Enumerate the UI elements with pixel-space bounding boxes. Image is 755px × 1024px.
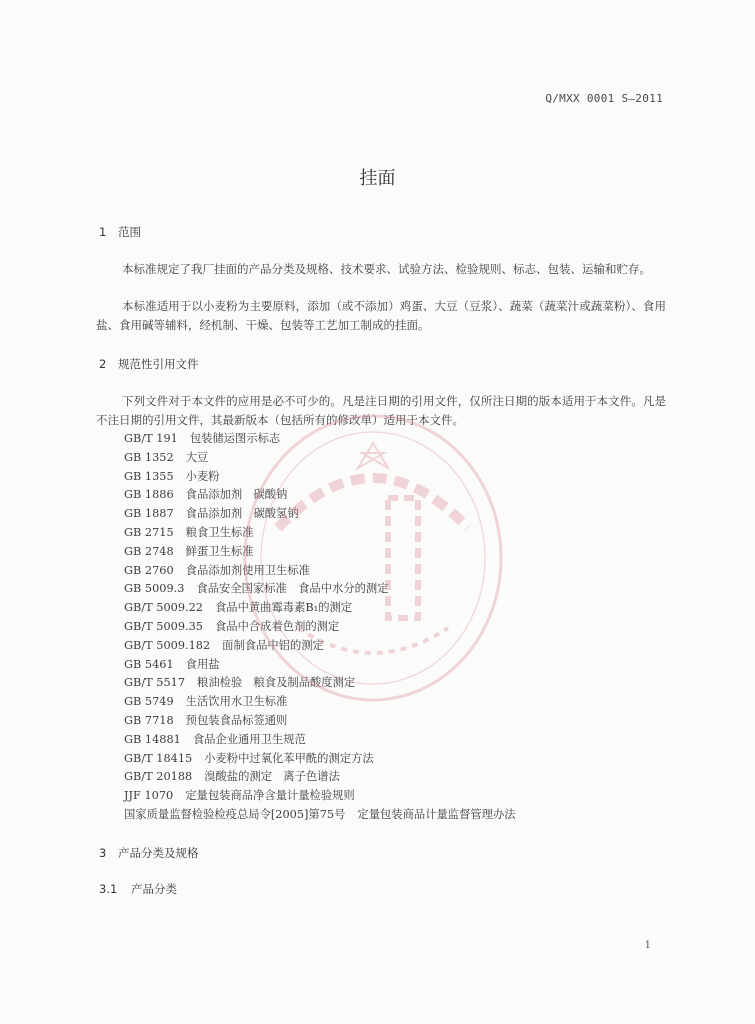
reference-title: 食品添加剂 碳酸钠 (185, 488, 288, 502)
reference-item (124, 656, 516, 675)
reference-item (124, 486, 516, 505)
subsection-3-1-heading (99, 881, 177, 897)
reference-item (124, 599, 516, 618)
reference-item (124, 750, 516, 769)
reference-title: 食品添加剂 碳酸氢钠 (185, 507, 299, 521)
reference-item (124, 449, 516, 468)
section-title: 规范性引用文件 (118, 357, 199, 371)
reference-item (124, 712, 516, 731)
reference-code: GB 2715 (124, 525, 174, 539)
reference-title: 粮食卫生标准 (185, 525, 254, 539)
reference-item (124, 543, 516, 562)
reference-item (124, 562, 516, 581)
reference-title: 小麦粉中过氧化苯甲酰的测定方法 (204, 751, 374, 765)
reference-code: GB 5461 (124, 657, 174, 671)
reference-item (124, 580, 516, 599)
reference-code: GB 2748 (124, 544, 174, 558)
reference-title: 食品中合成着色剂的测定 (214, 619, 340, 633)
reference-code: GB 1886 (124, 488, 174, 502)
reference-code: GB/T 5517 (124, 676, 186, 690)
page-number: 1 (644, 940, 651, 951)
reference-item (124, 430, 516, 449)
document-title: 挂面 (359, 168, 396, 189)
reference-title: 定量包装商品计量监督管理办法 (357, 807, 516, 821)
reference-title: 食品安全国家标准 食品中水分的测定 (196, 582, 389, 596)
reference-title: 粮油检验 粮食及制品酸度测定 (197, 676, 356, 690)
reference-code: GB/T 5009.35 (124, 619, 203, 633)
reference-title: 包装储运图示标志 (189, 432, 281, 445)
subsection-number: 3.1 (99, 882, 118, 896)
subsection-title: 产品分类 (131, 882, 177, 896)
reference-item (124, 505, 516, 524)
reference-code: GB 1887 (124, 507, 174, 521)
reference-title: 食品中黄曲霉毒素B₁的测定 (214, 601, 353, 615)
reference-item (124, 768, 516, 787)
reference-item (124, 787, 516, 806)
reference-code: GB/T 20188 (124, 770, 193, 784)
reference-item (124, 637, 516, 656)
reference-item (124, 731, 516, 750)
section-title: 产品分类及规格 (118, 846, 199, 860)
reference-title: 小麦粉 (185, 469, 220, 483)
reference-code: GB/T 5009.22 (124, 601, 203, 615)
reference-item (124, 468, 516, 487)
section-1-heading (99, 224, 141, 240)
reference-item (124, 806, 516, 825)
reference-list (124, 430, 516, 825)
reference-item (124, 693, 516, 712)
references-intro: 下列文件对于本文件的应用是必不可少的。凡是注日期的引用文件，仅所注日期的版本适用于本文件。凡是不注日期的引用文件，其最新版本（包括所有的修改单）适用于本文件。 (96, 394, 666, 427)
reference-code: GB/T 191 (124, 432, 178, 445)
reference-item (124, 524, 516, 543)
reference-title: 面制食品中铝的测定 (222, 638, 324, 652)
reference-title: 预包装食品标签通则 (185, 713, 288, 727)
reference-title: 溴酸盐的测定 离子色谱法 (204, 770, 340, 784)
reference-code: GB 14881 (124, 732, 181, 746)
reference-code: GB/T 18415 (124, 751, 193, 765)
reference-title: 生活饮用水卫生标准 (185, 695, 288, 709)
reference-code: GB 5009.3 (124, 582, 185, 596)
document-code: Q/MXX 0001 S—2011 (545, 92, 663, 105)
scope-paragraph-1: 本标准规定了我厂挂面的产品分类及规格、技术要求、试验方法、检验规则、标志、包装、运输和贮存。 (122, 262, 651, 276)
section-title: 范围 (118, 225, 141, 239)
reference-title: 食品添加剂使用卫生标准 (185, 563, 310, 577)
reference-code: GB 1355 (124, 469, 174, 483)
section-number: 1 (99, 225, 107, 239)
reference-code: GB 2760 (124, 563, 174, 577)
reference-title: 定量包装商品净含量计量检验规则 (185, 789, 355, 803)
reference-title: 食品企业通用卫生规范 (192, 732, 306, 746)
reference-item (124, 674, 516, 693)
section-3-heading (99, 845, 199, 861)
section-2-heading (99, 356, 199, 372)
section-number: 2 (99, 357, 107, 371)
reference-code: JJF 1070 (124, 789, 174, 803)
scope-paragraph-2: 本标准适用于以小麦粉为主要原料，添加（或不添加）鸡蛋、大豆（豆浆）、蔬菜（蔬菜汁或蔬菜粉）、食用盐、食用碱等辅料，经机制、干燥、包装等工艺加工制成的挂面。 (96, 299, 666, 332)
section-number: 3 (99, 846, 107, 860)
reference-title: 食用盐 (185, 657, 220, 671)
reference-title: 鲜蛋卫生标准 (185, 544, 254, 558)
reference-code: GB 7718 (124, 713, 174, 727)
reference-item (124, 618, 516, 637)
reference-code: GB 5749 (124, 695, 174, 709)
reference-code: GB/T 5009.182 (124, 638, 211, 652)
reference-code: 国家质量监督检验检疫总局令[2005]第75号 (124, 807, 346, 821)
reference-code: GB 1352 (124, 450, 174, 464)
reference-title: 大豆 (185, 450, 209, 464)
